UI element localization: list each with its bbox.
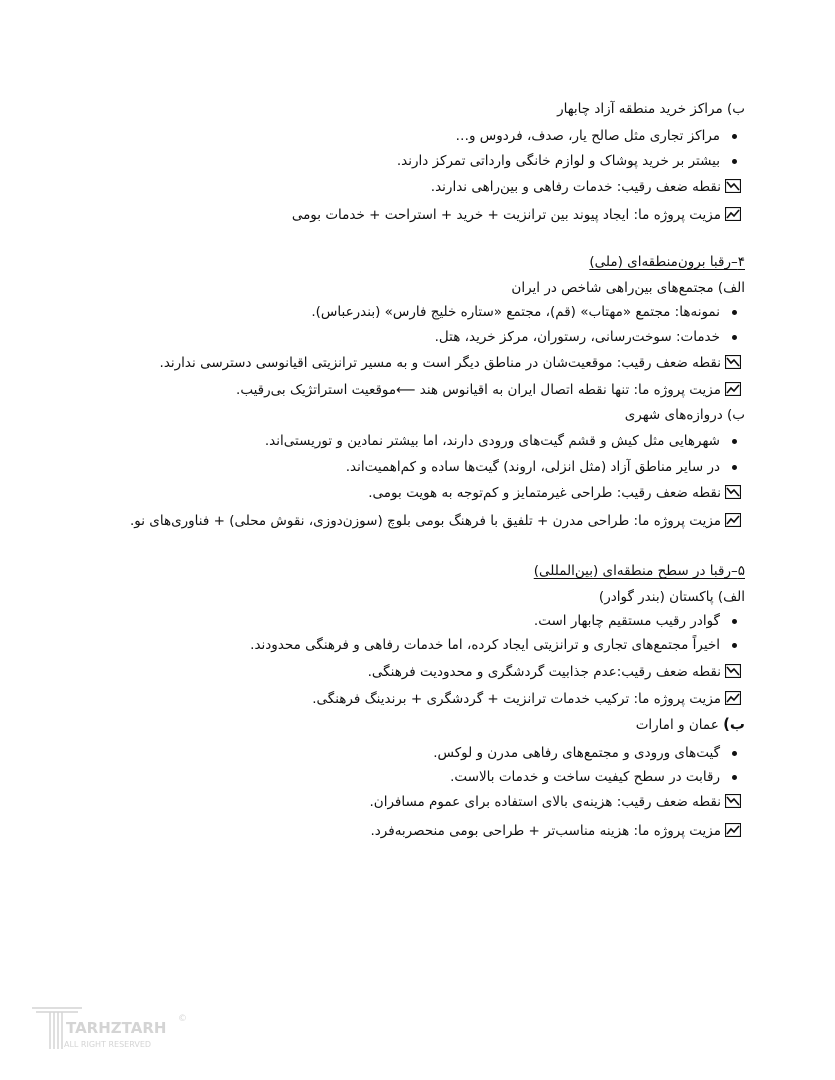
chart-down-icon xyxy=(725,485,741,499)
bullet-item: بیشتر بر خرید پوشاک و لوازم خانگی وارداتی تمرکز دارند. xyxy=(396,153,720,169)
chart-down-icon xyxy=(725,664,741,678)
advantage-line xyxy=(130,511,741,531)
weakness-line xyxy=(368,662,741,682)
chart-up-icon xyxy=(725,382,741,396)
weakness-text: نقطه ضعف رقیب: هزینه‌ی بالای استفاده برای عموم مسافران. xyxy=(369,794,721,810)
weakness-text: نقطه ضعف رقیب: طراحی غیرمتمایز و کم‌توجه به هویت بومی. xyxy=(368,485,721,501)
bullet-item: شهرهایی مثل کیش و قشم گیت‌های ورودی دارند، اما بیشتر نمادین و توریستی‌اند. xyxy=(264,433,720,449)
advantage-line xyxy=(236,380,741,400)
advantage-line xyxy=(370,821,741,841)
weakness-line xyxy=(368,483,741,503)
bullet-item: خدمات: سوخت‌رسانی، رستوران، مرکز خرید، هتل. xyxy=(434,329,720,345)
section-heading: ۵–رقبا در سطح منطقه‌ای (بین‌المللی) xyxy=(533,563,745,579)
watermark-logo xyxy=(30,1005,190,1055)
bullet-item: گوادر رقیب مستقیم چابهار است. xyxy=(533,613,720,629)
chart-down-icon xyxy=(725,355,741,369)
subsection-title: ب) دروازه‌های شهری xyxy=(624,407,745,423)
advantage-text: مزیت پروژه ما: طراحی مدرن + تلفیق با فرهنگ بومی بلوچ (سوزن‌دوزی، نقوش محلی) + فناوری‌های نو. xyxy=(129,513,721,529)
watermark-mark: © xyxy=(178,1014,187,1024)
weakness-line xyxy=(431,177,741,197)
bullet-item: رقابت در سطح کیفیت ساخت و خدمات بالاست. xyxy=(450,769,720,785)
bullet-item: مراکز تجاری مثل صالح یار، صدف، فردوس و… xyxy=(455,128,720,144)
weakness-text: نقطه ضعف رقیب: موقعیت‌شان در مناطق دیگر است و به مسیر ترانزیتی اقیانوسی دسترسی ندارند. xyxy=(159,355,721,371)
subsection-title: الف) پاکستان (بندر گوادر) xyxy=(598,589,745,605)
subsection-title: ب) مراکز خرید منطقه آزاد چابهار xyxy=(557,101,745,117)
subsection-letter: ب) xyxy=(723,715,745,733)
subsection-title: الف) مجتمع‌های بین‌راهی شاخص در ایران xyxy=(511,280,745,296)
chart-up-icon xyxy=(725,513,741,527)
advantage-line xyxy=(292,205,741,225)
weakness-text: نقطه ضعف رقیب: خدمات رفاهی و بین‌راهی ندارند. xyxy=(430,179,721,195)
chart-up-icon xyxy=(725,823,741,837)
bullet-item: در سایر مناطق آزاد (مثل انزلی، اروند) گیت‌ها ساده و کم‌اهمیت‌اند. xyxy=(345,459,720,475)
advantage-line xyxy=(312,689,741,709)
chart-down-icon xyxy=(725,179,741,193)
bullet-item: گیت‌های ورودی و مجتمع‌های رفاهی مدرن و لوکس. xyxy=(433,745,720,761)
chart-down-icon xyxy=(725,794,741,808)
bullet-item: نمونه‌ها: مجتمع «مهتاب» (قم)، مجتمع «ستاره خلیج فارس» (بندرعباس). xyxy=(311,304,720,320)
weakness-text: نقطه ضعف رقیب:عدم جذابیت گردشگری و محدودیت فرهنگی. xyxy=(367,664,721,680)
weakness-line xyxy=(160,353,741,373)
advantage-text: مزیت پروژه ما: هزینه مناسب‌تر + طراحی بومی منحصربه‌فرد. xyxy=(370,823,721,839)
watermark-sub: ALL RIGHT RESERVED xyxy=(64,1040,152,1049)
subsection-title-text: عمان و امارات xyxy=(635,717,724,733)
advantage-text: مزیت پروژه ما: تنها نقطه اتصال ایران به اقیانوس هند ⟵موقعیت استراتژیک بی‌رقیب. xyxy=(236,382,721,398)
advantage-text: مزیت پروژه ما: ترکیب خدمات ترانزیت + گردشگری + برندینگ فرهنگی. xyxy=(312,691,721,707)
section-heading: ۴–رقبا برون‌منطقه‌ای (ملی) xyxy=(589,254,745,270)
chart-up-icon xyxy=(725,207,741,221)
advantage-text: مزیت پروژه ما: ایجاد پیوند بین ترانزیت + خرید + استراحت + خدمات بومی xyxy=(291,207,721,223)
chart-up-icon xyxy=(725,691,741,705)
subsection-title xyxy=(636,714,745,735)
bullet-item: اخیراً مجتمع‌های تجاری و ترانزیتی ایجاد کرده، اما خدمات رفاهی و فرهنگی محدودند. xyxy=(250,637,720,653)
weakness-line xyxy=(370,792,742,812)
watermark-brand: TARHZTARH xyxy=(66,1019,167,1037)
